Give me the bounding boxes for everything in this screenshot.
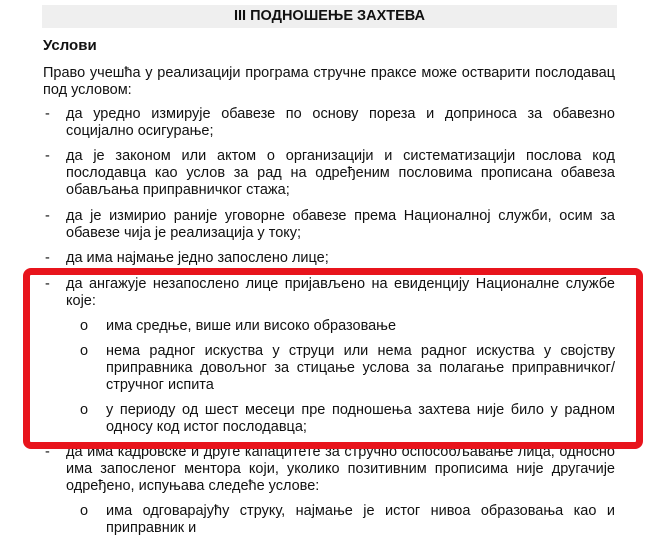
bullet-dash: -	[45, 276, 50, 292]
sub-bullet-item: нема радног искуства у струци или нема радног искуства у својству приправника довољног за стицање услова за полагање приправничког/стручног испита	[106, 343, 615, 393]
bullet-dash: -	[45, 208, 50, 224]
sub-bullet-marker: o	[80, 402, 89, 418]
bullet-item: да ангажује незапослено лице пријављено на евиденцију Националне службе које:	[66, 276, 615, 309]
bullet-item: да има кадровске и друге капацитете за стручно оспособљавање лица, односно има запосленог ментора који, уколико позитивним прописима није другачије одређено, испуњава следеће услове:	[66, 444, 615, 494]
bullet-dash: -	[45, 444, 50, 460]
bullet-dash: -	[45, 250, 50, 266]
sub-bullet-marker: o	[80, 318, 89, 334]
sub-bullet-marker: o	[80, 343, 89, 359]
sub-bullet-item: има средње, више или високо образовање	[106, 318, 397, 334]
bullet-item: да има најмање једно запослено лице;	[66, 250, 329, 266]
sub-bullet-item: у периоду од шест месеци пре подношења захтева није било у радном односу код истог послодавца;	[106, 402, 615, 435]
heading-conditions: Услови	[43, 37, 97, 54]
bullet-item: да је законом или актом о организацији и систематизацији послова код послодавца као услов за рад на одређеним пословима прописана обавеза обављања приправничког стажа;	[66, 148, 615, 198]
bullet-item: да је измирио раније уговорне обавезе према Националној служби, осим за обавезе чија је реализација у току;	[66, 208, 615, 241]
bullet-item: да уредно измирује обавезе по основу пореза и доприноса за обавезно социјално осигурање;	[66, 106, 615, 139]
highlight-box	[23, 268, 643, 449]
sub-bullet-marker: o	[80, 503, 89, 519]
bullet-dash: -	[45, 148, 50, 164]
intro-paragraph: Право учешћа у реализацији програма стручне праксе може остварити послодавац под условом:	[43, 65, 615, 98]
section-title: III ПОДНОШЕЊЕ ЗАХТЕВА	[233, 8, 426, 24]
sub-bullet-item: има одговарајућу струку, најмање је истог нивоа образовања као и приправник и	[106, 503, 615, 536]
bullet-dash: -	[45, 106, 50, 122]
